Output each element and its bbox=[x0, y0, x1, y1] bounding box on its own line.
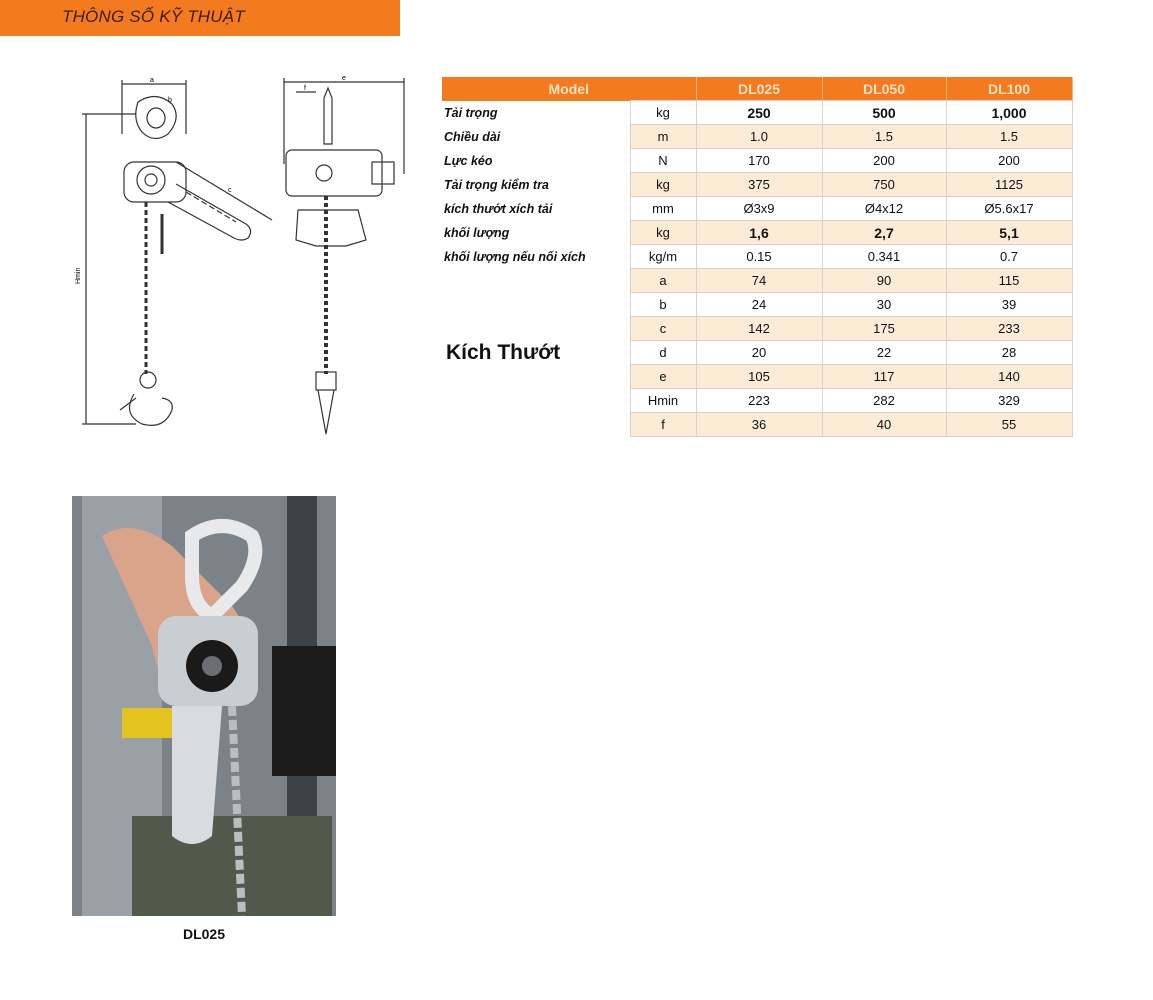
row-value: 40 bbox=[822, 413, 946, 437]
row-value: 329 bbox=[946, 389, 1072, 413]
row-unit: mm bbox=[630, 197, 696, 221]
row-unit: kg bbox=[630, 101, 696, 125]
table-header-row bbox=[442, 77, 1072, 101]
row-value: 0.341 bbox=[822, 245, 946, 269]
row-value: 1.0 bbox=[696, 125, 822, 149]
page-title: THÔNG SỐ KỸ THUẬT bbox=[62, 7, 245, 26]
front-view-drawing bbox=[76, 74, 276, 444]
row-unit: kg bbox=[630, 221, 696, 245]
table-row bbox=[442, 197, 1072, 221]
row-value: 105 bbox=[696, 365, 822, 389]
spec-table bbox=[442, 77, 1073, 437]
row-value: 28 bbox=[946, 341, 1072, 365]
table-row bbox=[442, 269, 1072, 293]
row-value: 250 bbox=[696, 101, 822, 125]
side-view-drawing bbox=[276, 74, 416, 444]
row-value: 117 bbox=[822, 365, 946, 389]
row-label: Chiều dài bbox=[444, 129, 501, 144]
row-label: khối lượng bbox=[444, 225, 510, 240]
product-photo bbox=[72, 496, 336, 916]
dimensions-section-label: Kích Thướt bbox=[446, 340, 561, 364]
row-value: 750 bbox=[822, 173, 946, 197]
row-value: 90 bbox=[822, 269, 946, 293]
row-value: 223 bbox=[696, 389, 822, 413]
row-unit: c bbox=[630, 317, 696, 341]
row-value: 24 bbox=[696, 293, 822, 317]
row-unit: a bbox=[630, 269, 696, 293]
row-value: 20 bbox=[696, 341, 822, 365]
row-value: 233 bbox=[946, 317, 1072, 341]
row-value: 1125 bbox=[946, 173, 1072, 197]
row-value: Ø4x12 bbox=[822, 197, 946, 221]
row-value: 170 bbox=[696, 149, 822, 173]
row-value: 142 bbox=[696, 317, 822, 341]
row-unit: m bbox=[630, 125, 696, 149]
row-value: 200 bbox=[946, 149, 1072, 173]
dim-a: a bbox=[150, 77, 154, 84]
table-row bbox=[442, 125, 1072, 149]
dim-f: f bbox=[304, 85, 306, 92]
row-value: 30 bbox=[822, 293, 946, 317]
row-unit: kg bbox=[630, 173, 696, 197]
row-value: 0.7 bbox=[946, 245, 1072, 269]
row-label: khối lượng nếu nối xích bbox=[444, 249, 586, 264]
row-value: 1.5 bbox=[946, 125, 1072, 149]
row-unit: kg/m bbox=[630, 245, 696, 269]
row-unit: f bbox=[630, 413, 696, 437]
row-value: 140 bbox=[946, 365, 1072, 389]
header-dl100: DL100 bbox=[946, 77, 1072, 101]
row-value: 55 bbox=[946, 413, 1072, 437]
table-row bbox=[442, 173, 1072, 197]
row-unit: e bbox=[630, 365, 696, 389]
row-value: 115 bbox=[946, 269, 1072, 293]
row-unit: d bbox=[630, 341, 696, 365]
row-unit: Hmin bbox=[630, 389, 696, 413]
row-value: 282 bbox=[822, 389, 946, 413]
dim-c: c bbox=[228, 187, 232, 194]
table-row bbox=[442, 245, 1072, 269]
row-value: 36 bbox=[696, 413, 822, 437]
row-label: Tải trọng bbox=[444, 105, 498, 120]
row-value: 500 bbox=[822, 101, 946, 125]
row-value: Ø3x9 bbox=[696, 197, 822, 221]
row-value: 5,1 bbox=[946, 221, 1072, 245]
row-value: 0.15 bbox=[696, 245, 822, 269]
row-value: 74 bbox=[696, 269, 822, 293]
photo-caption: DL025 bbox=[182, 926, 226, 942]
header-dl025: DL025 bbox=[696, 77, 822, 101]
header-model: Model bbox=[442, 77, 696, 101]
table-row bbox=[442, 149, 1072, 173]
title-banner bbox=[0, 0, 400, 36]
dim-hmin: Hmin bbox=[75, 267, 82, 284]
row-value: 375 bbox=[696, 173, 822, 197]
row-value: 175 bbox=[822, 317, 946, 341]
table-row bbox=[442, 221, 1072, 245]
row-value: 39 bbox=[946, 293, 1072, 317]
row-value: 200 bbox=[822, 149, 946, 173]
row-value: 2,7 bbox=[822, 221, 946, 245]
dim-e: e bbox=[342, 75, 346, 82]
row-value: 1.5 bbox=[822, 125, 946, 149]
row-value: 1,000 bbox=[946, 101, 1072, 125]
header-dl050: DL050 bbox=[822, 77, 946, 101]
row-label: Lực kéo bbox=[444, 153, 493, 168]
row-label: kích thướt xích tải bbox=[444, 201, 553, 216]
table-row bbox=[442, 101, 1072, 125]
row-value: 1,6 bbox=[696, 221, 822, 245]
row-unit: b bbox=[630, 293, 696, 317]
dim-b: b bbox=[168, 97, 172, 104]
row-label: Tải trọng kiểm tra bbox=[444, 177, 549, 192]
row-value: Ø5.6x17 bbox=[946, 197, 1072, 221]
row-value: 22 bbox=[822, 341, 946, 365]
row-unit: N bbox=[630, 149, 696, 173]
